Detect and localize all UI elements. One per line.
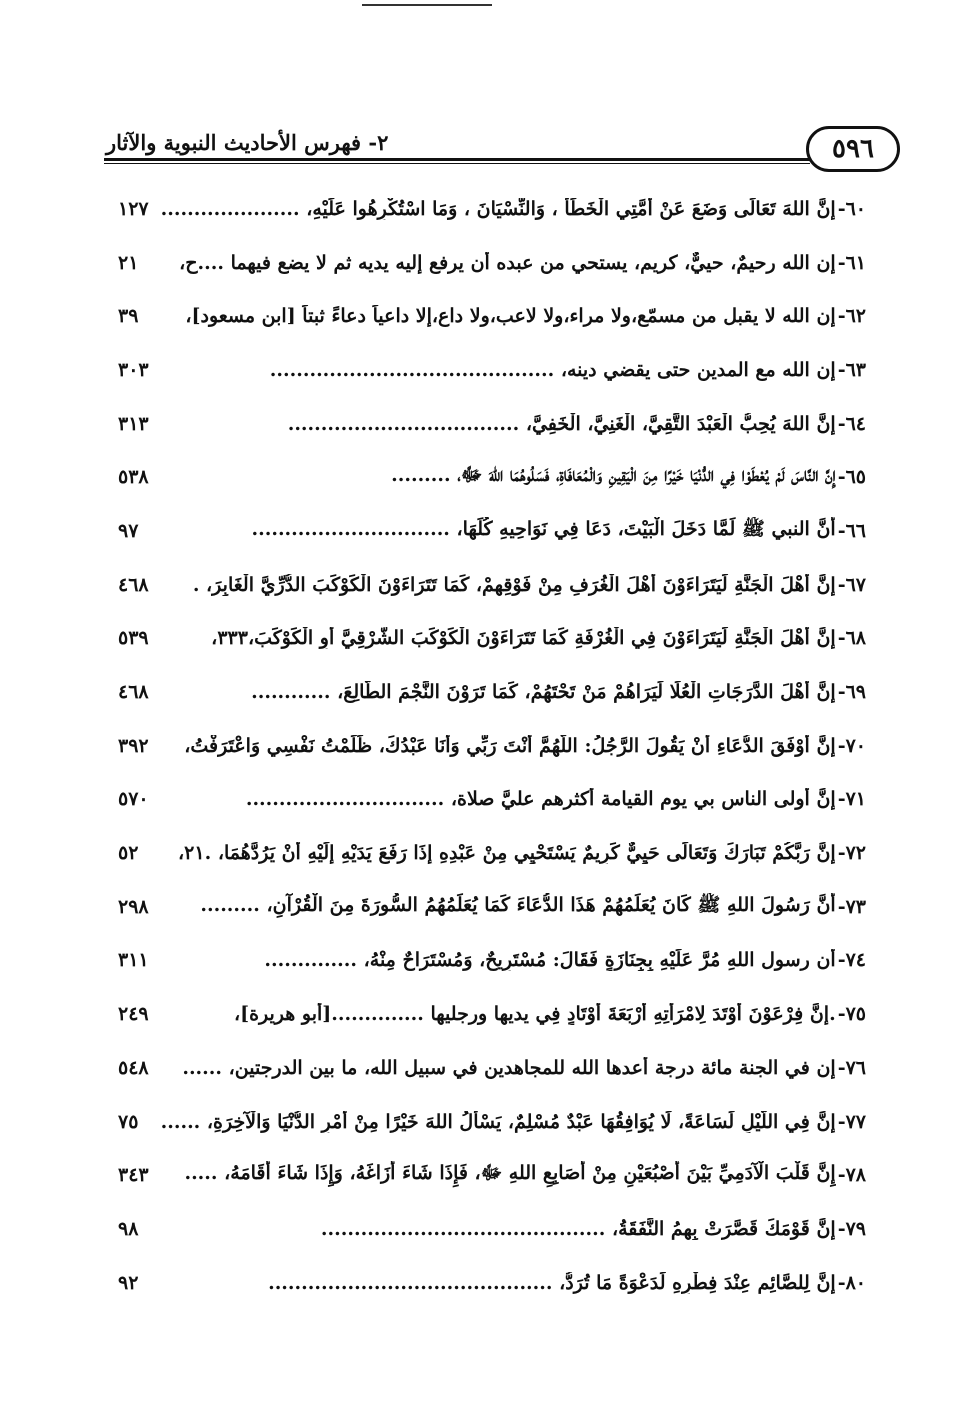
entry-page-ref: ٩٨: [118, 1217, 139, 1240]
entry-text: إِنَّ قَوْمَكَ قَصَّرَتْ بِهِمُ النَّفَقَةُ، ...........................................: [320, 1217, 836, 1240]
entry-text: إن الله رحيمٌ، حييٌّ، كريم، يستحي من عبده أن يرفع إليه يديه ثم لا يضع فيهما ....ح،: [179, 251, 836, 274]
entry-text: إِنَّ رَبَّكُمْ تَبَارَكَ وَتَعَالَى حَيِيٌّ كَرِيمٌ يَسْتَحْيِي مِنْ عَبْدِهِ إِذَا رَفَعَ يَدَيْهِ إِلَيْهِ أَنْ يَرُدَّهُمَا، .٢١،: [178, 842, 836, 865]
entry-page-ref: ٣٩٢: [118, 734, 149, 757]
entry-text: إِنَّ أَهْلَ الْجَنَّةِ لَيَتَرَاءَوْنَ أَهْلَ الْغُرَفِ مِنْ فَوْقِهِمْ، كَمَا تَتَرَاءَوْنَ الْكَوْكَبَ الدُّرِّيَّ الْغَابِرَ، .: [192, 573, 836, 596]
header-rule: [104, 158, 810, 161]
entry-text: إن الله لا يقبل من مسمّعٍ،ولا مراء،ولا لاعب،ولا داعٍ،إلا داعياً دعاءً ثبتاً [ابن مسعود]،: [185, 305, 836, 328]
entry-page-ref: ٩٢: [118, 1271, 139, 1294]
entry-number: ٦٧-: [837, 573, 866, 596]
entry-page-ref: ٣٩: [118, 305, 139, 328]
entry-number: ٧٣-: [837, 895, 866, 918]
entry-number: ٦٩-: [837, 681, 866, 704]
entry-text: إن الله مع المدين حتى يقضي دينه، ...........................................: [269, 358, 836, 381]
entry-text: إِنَّ أَهْلَ الدَّرَجَاتِ الْعُلَا لَيَرَاهُمْ مَنْ تَحْتَهُمْ، كَمَا تَرَوْنَ النَّجْمَ الطَّالِعَ، ............: [251, 681, 836, 704]
entry-page-ref: ٥٣٩: [118, 627, 149, 650]
page-number: ٥٩٦: [832, 134, 874, 164]
entry-text: إِنَّ قَلْبَ الْآدَمِيِّ بَيْنَ أُصْبُعَيْنِ مِنْ أَصَابِعِ اللهِ ﷻ، فَإِذَا شَاءَ أَزَاغَهُ، وَإِذَا شَاءَ أَقَامَهُ، .....: [184, 1162, 836, 1185]
index-entry: [118, 558, 866, 612]
entry-number: ٧١-: [837, 788, 866, 811]
index-entry: [118, 1148, 866, 1202]
index-entry: [118, 612, 866, 666]
entry-number: ٦٣-: [837, 358, 866, 381]
entry-text: إن في الجنة مائة درجة أعدها الله للمجاهدين في سبيل الله، ما بين الدرجتين، ......: [182, 1056, 836, 1079]
index-entry: [118, 236, 866, 290]
entry-number: ٦٨-: [837, 627, 866, 650]
index-entry: [118, 826, 866, 880]
index-entry: [118, 504, 866, 558]
top-decorative-rule: [362, 4, 492, 6]
index-entry: [118, 397, 866, 451]
entry-text: أَنَّ رَسُولَ اللهِ ﷺ كَانَ يُعَلِّمُهُمْ هَذَا الدُّعَاءَ كَمَا يُعَلِّمُهُمُ السُّورَةَ مِنَ الْقُرْآنِ، .........: [200, 893, 836, 916]
index-entry: [118, 1041, 866, 1095]
entry-text: إِنَّ فِي اللَّيْلِ لَسَاعَةً، لَا يُوَافِقُهَا عَبْدٌ مُسْلِمٌ، يَسْأَلُ اللهَ خَيْرًا مِنْ أَمْرِ الدُّنْيَا وَالْآخِرَةِ، ......: [160, 1110, 836, 1133]
entry-text: إنَّ أولى الناس بي يوم القيامة أكثرهم عليَّ صلاة، ..............................: [245, 788, 836, 811]
entry-number: ٨٠-: [837, 1271, 866, 1294]
entry-number: ٦٥-: [837, 466, 866, 489]
index-entry: [118, 773, 866, 827]
entry-text: إِنَّ أَوْفَقَ الدُّعَاءِ أَنْ يَقُولَ الرَّجُلُ: اللَّهُمَّ أَنْتَ رَبِّي وَأَنَا عَبْدُكَ، ظَلَمْتُ نَفْسِي وَاعْتَرَفْتُ،: [184, 734, 836, 757]
entry-number: ٧٥-: [837, 1003, 866, 1026]
page-header: [104, 118, 900, 164]
entry-number: ٦٦-: [837, 519, 866, 542]
entry-page-ref: ٥٤٨: [118, 1056, 149, 1079]
index-entry: [118, 343, 866, 397]
entry-page-ref: ١٢٧: [118, 197, 149, 220]
index-entry: [118, 934, 866, 988]
entry-page-ref: ٣١٣: [118, 412, 149, 435]
entry-page-ref: ٣١١: [118, 949, 149, 972]
entry-text: إِنَّ أَهْلَ الْجَنَّةِ لَيَتَرَاءَوْنَ فِي الْغُرْفَةِ كَمَا تَتَرَاءَوْنَ الْكَوْكَبَ الشَّرْقِيَّ أَوِ الْكَوْكَبَ،٣٣٣،: [211, 627, 836, 650]
entry-page-ref: ٣٠٣: [118, 358, 149, 381]
entry-text: إِنَّ اللهَ يُحِبُّ الْعَبْدَ التَّقِيَّ، الْغَنِيَّ، الْخَفِيَّ، ...................................: [287, 412, 836, 435]
entry-number: ٧٤-: [837, 949, 866, 972]
page-number-badge: [806, 126, 900, 172]
index-entry: [118, 1095, 866, 1149]
index-entry: [118, 1202, 866, 1256]
entry-page-ref: ٢٤٩: [118, 1003, 149, 1026]
entry-number: ٦١-: [837, 251, 866, 274]
entry-page-ref: ٥٢: [118, 842, 139, 865]
entry-page-ref: ٤٦٨: [118, 681, 149, 704]
entry-page-ref: ٢٩٨: [118, 895, 149, 918]
index-entry: [118, 450, 866, 504]
entry-page-ref: ٣٤٣: [118, 1164, 149, 1187]
entry-text: إِنَّ النَّاسَ لَمْ يُعْطَوْا فِي الدُّنْيَا خَيْرًا مِنَ الْيَقِينِ وَالْمُعَافَاةِ، فَسَلُوهُمَا اللهَ ﷻ، .........: [391, 464, 836, 487]
index-entry: [118, 987, 866, 1041]
hadith-index-list: [118, 182, 866, 1309]
entry-page-ref: ٥٧٠: [118, 788, 149, 811]
entry-page-ref: ٤٦٨: [118, 573, 149, 596]
section-title: ٢- فهرس الأحاديث النبوية والآثار: [106, 130, 389, 155]
entry-page-ref: ٥٣٨: [118, 466, 149, 489]
entry-number: ٧٠-: [837, 734, 866, 757]
entry-text: أَنَّ النبي ﷺ لَمَّا دَخَلَ الْبَيْتَ، دَعَا فِي نَوَاحِيهِ كُلِّهَا، ..............................: [251, 517, 836, 540]
entry-number: ٧٨-: [837, 1164, 866, 1187]
entry-page-ref: ٧٥: [118, 1110, 139, 1133]
entry-number: ٧٢-: [837, 842, 866, 865]
index-entry: [118, 880, 866, 934]
index-entry: [118, 719, 866, 773]
header-rule-thin: [104, 163, 810, 164]
entry-number: ٧٦-: [837, 1056, 866, 1079]
entry-text: إِنَّ اللهَ تَعَالَى وَضَعَ عَنْ أُمَّتِي الْخَطَأَ ، وَالنِّسْيَانَ ، وَمَا اسْتُكْرِهُوا عَلَيْهِ، .....................: [160, 197, 836, 220]
index-entry: [118, 1256, 866, 1310]
index-entry: [118, 665, 866, 719]
entry-number: ٧٩-: [837, 1217, 866, 1240]
entry-page-ref: ٢١: [118, 251, 139, 274]
entry-text: إِنَّ لِلصَّائِمِ عِنْدَ فِطْرِهِ لَدَعْوَةً مَا تُرَدُّ، ...........................................: [268, 1271, 836, 1294]
entry-page-ref: ٩٧: [118, 519, 139, 542]
entry-number: ٧٧-: [837, 1110, 866, 1133]
entry-number: ٦٤-: [837, 412, 866, 435]
entry-number: ٦٠-: [837, 197, 866, 220]
entry-text: أن رسول اللهِ مُرَّ عَلَيْهِ بِجِنَازَةٍ فَقَالَ: مُسْتَرِيحٌ، وَمُسْتَرَاحٌ مِنْهُ، ..............: [264, 949, 836, 972]
entry-text: .إِنَّ فِرْعَوْنَ أَوْتَدَ لِامْرَأَتِهِ أَرْبَعَةَ أَوْتَادٍ فِي يديها ورجليها ..............[أبو هريرة]،: [233, 1003, 836, 1026]
entry-number: ٦٢-: [837, 305, 866, 328]
index-entry: [118, 289, 866, 343]
index-entry: [118, 182, 866, 236]
